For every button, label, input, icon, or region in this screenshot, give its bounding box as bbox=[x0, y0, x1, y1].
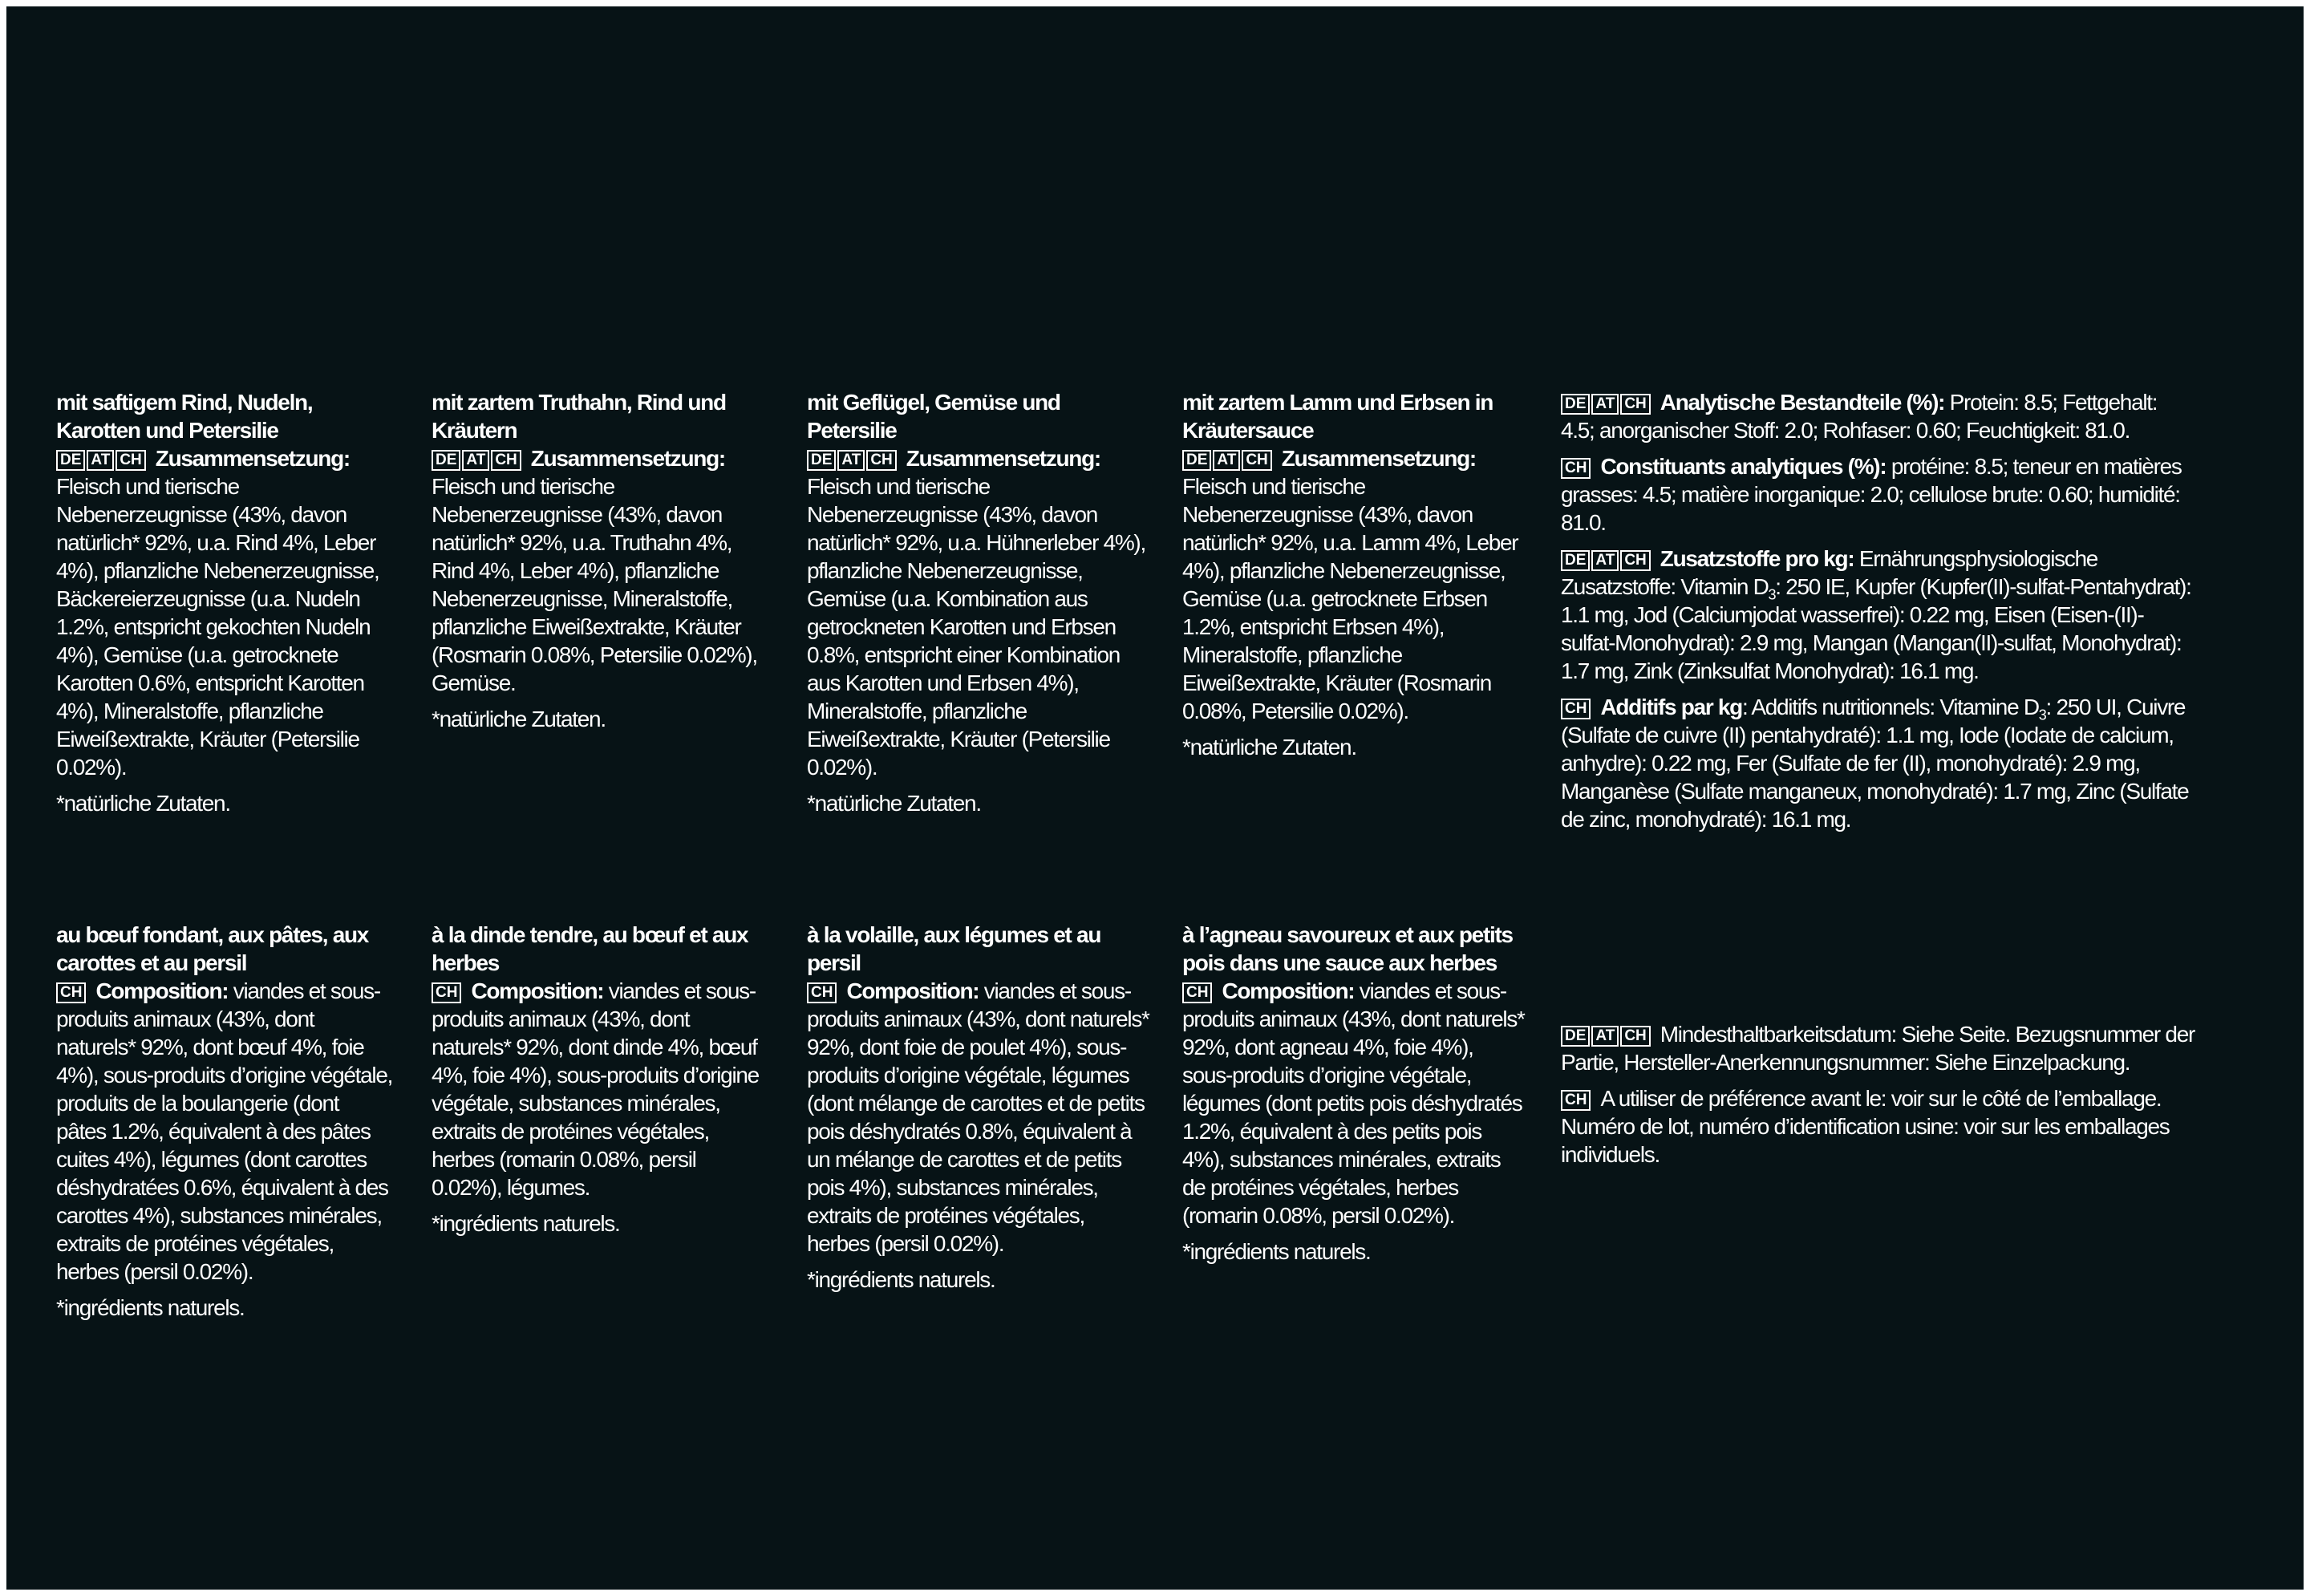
composition-label: Zusammensetzung: bbox=[530, 446, 725, 471]
composition-text: Fleisch und tierische Nebenerzeugnisse (43%, davon natürlich* 92%, u.a. Hühnerleber 4%), pflanzliche Nebenerzeugnisse, Gemüse (u.a. Kombination aus getrockneten Karotten und Erbsen 0.8%, entspricht einer Kombination aus Karotten und Erbsen 4%), Mineralstoffe, pflanzliche Eiweißextrakte, Kräuter (Petersilie 0.02%). bbox=[807, 474, 1145, 780]
country-tags: CH bbox=[807, 977, 838, 1005]
fr-recipe-3 bbox=[807, 921, 1152, 1302]
analytics-column bbox=[1561, 388, 2194, 841]
recipe-title: au bœuf fondant, aux pâtes, aux carottes et au persil bbox=[56, 922, 369, 975]
fr-recipe-1 bbox=[56, 921, 393, 1330]
country-tags: CH bbox=[432, 977, 463, 1005]
additives-ch-text-b: : 250 UI, Cuivre (Sulfate de cuivre (II) pentahydraté): 1.1 mg, Iode (Iodate de calcium, anhydre): 0.22 mg, Fer (Sulfate de fer (II), monohydraté): 2.9 mg, Manganèse (Sulfate manganeux, monohydraté): 1.7 mg, Zinc (Sulfate de zinc, monohydraté): 16.1 mg. bbox=[1561, 695, 2189, 832]
subscript-3: 3 bbox=[1768, 586, 1776, 603]
recipe-title: mit zartem Lamm und Erbsen in Kräutersauce bbox=[1182, 390, 1493, 443]
analytics-ch-label: Constituants analytiques (%): bbox=[1600, 454, 1886, 479]
composition-label: Zusammensetzung: bbox=[155, 446, 350, 471]
label-panel bbox=[6, 6, 2304, 1590]
composition-label: Composition: bbox=[95, 978, 229, 1003]
recipe-title: à la dinde tendre, au bœuf et aux herbes bbox=[432, 922, 748, 975]
additives-ch-label: Additifs par kg bbox=[1600, 695, 1742, 719]
footnote: *ingrédients naturels. bbox=[1182, 1239, 1371, 1264]
composition-text: Fleisch und tierische Nebenerzeugnisse (43%, davon natürlich* 92%, u.a. Truthahn 4%, Rind 4%, Leber 4%), pflanzliche Nebenerzeugnisse, Mineralstoffe, pflanzliche Eiweißextrakte, Kräuter (Rosmarin 0.08%, Petersilie 0.02%), Gemüse. bbox=[432, 474, 757, 695]
country-tags: DE AT CH bbox=[1182, 444, 1274, 472]
composition-label: Composition: bbox=[846, 978, 979, 1003]
additives-ch-text-a: : Additifs nutritionnels: Vitamine D bbox=[1741, 695, 2039, 719]
additives-de-text-b: : 250 IE, Kupfer (Kupfer(II)-sulfat-Pentahydrat): 1.1 mg, Jod (Calciumjodat wasserfrei): 0.22 mg, Eisen (Eisen-(II)-sulfat-Monohydrat): 2.9 mg, Mangan (Mangan(II)-sulfat, Monohydrat): 1.7 mg, Zink (Zinksulfat Monohydrat): 16.1 mg. bbox=[1561, 574, 2191, 683]
country-tags: CH bbox=[1561, 693, 1592, 721]
recipe-title: à la volaille, aux légumes et au persil bbox=[807, 922, 1101, 975]
country-tags: DE AT CH bbox=[1561, 1020, 1652, 1048]
best-before-de-text: Mindesthaltbarkeitsdatum: Siehe Seite. Bezugsnummer der Partie, Hersteller-Anerkennungsnummer: Siehe Einzelpackung. bbox=[1561, 1022, 2194, 1075]
composition-text: viandes et sous-produits animaux (43%, dont naturels* 92%, dont agneau 4%, foie 4%), sous-produits d’origine végétale, légumes (dont petits pois déshydratés 1.2%, équivalent à des petits pois 4%), substances minérales, extraits de protéines végétales, herbes (romarin 0.08%, persil 0.02%). bbox=[1182, 978, 1525, 1228]
analytics-de-text: Protein: 8.5; Fettgehalt: 4.5; anorganischer Stoff: 2.0; Rohfaser: 0.60; Feuchtigkeit: 81.0. bbox=[1561, 390, 2158, 443]
de-recipe-1 bbox=[56, 388, 393, 825]
footnote: *ingrédients naturels. bbox=[56, 1295, 245, 1320]
analytics-ch-text: protéine: 8.5; teneur en matières grasses: 4.5; matière inorganique: 2.0; cellulose brute: 0.60; humidité: 81.0. bbox=[1561, 454, 2182, 535]
recipe-title: mit zartem Truthahn, Rind und Kräutern bbox=[432, 390, 726, 443]
country-tags: CH bbox=[56, 977, 87, 1005]
country-tags: DE AT CH bbox=[807, 444, 898, 472]
additives-de-label: Zusatzstoffe pro kg: bbox=[1660, 546, 1854, 571]
country-tags: DE AT CH bbox=[1561, 545, 1652, 573]
country-tags: DE AT CH bbox=[1561, 388, 1652, 416]
recipe-title: mit saftigem Rind, Nudeln, Karotten und Petersilie bbox=[56, 390, 313, 443]
recipe-title: à l’agneau savoureux et aux petits pois dans une sauce aux herbes bbox=[1182, 922, 1513, 975]
composition-text: viandes et sous-produits animaux (43%, dont naturels* 92%, dont bœuf 4%, foie 4%), sous-produits d’origine végétale, produits de la boulangerie (dont pâtes 1.2%, équivalent à des pâtes cuites 4%), légumes (dont carottes déshydratées 0.6%, équivalent à des carottes 4%), substances minérales, extraits de protéines végétales, herbes (persil 0.02%). bbox=[56, 978, 393, 1284]
fr-recipe-2 bbox=[432, 921, 768, 1246]
footnote: *ingrédients naturels. bbox=[807, 1267, 995, 1292]
composition-text: viandes et sous-produits animaux (43%, dont naturels* 92%, dont dinde 4%, bœuf 4%, foie 4%), sous-produits d’origine végétale, substances minérales, extraits de protéines végétales, herbes (romarin 0.08%, persil 0.02%), légumes. bbox=[432, 978, 759, 1200]
subscript-3: 3 bbox=[2038, 707, 2046, 723]
analytics-de-label: Analytische Bestandteile (%): bbox=[1660, 390, 1945, 415]
fr-recipe-4 bbox=[1182, 921, 1527, 1274]
composition-label: Zusammensetzung: bbox=[1281, 446, 1476, 471]
country-tags: DE AT CH bbox=[56, 444, 148, 472]
composition-text: Fleisch und tierische Nebenerzeugnisse (43%, davon natürlich* 92%, u.a. Lamm 4%, Leber 4%), pflanzliche Nebenerzeugnisse, Gemüse (u.a. getrocknete Erbsen 1.2%, entspricht Erbsen 4%), Mineralstoffe, pflanzliche Eiweißextrakte, Kräuter (Rosmarin 0.08%, Petersilie 0.02%). bbox=[1182, 474, 1518, 723]
additives-de-text-a: Ernährungsphysiologische Zusatzstoffe: Vitamin D bbox=[1561, 546, 2098, 599]
country-tags: CH bbox=[1561, 452, 1592, 480]
de-recipe-4 bbox=[1182, 388, 1519, 769]
composition-label: Composition: bbox=[471, 978, 604, 1003]
footnote: *natürliche Zutaten. bbox=[807, 791, 981, 816]
de-recipe-2 bbox=[432, 388, 768, 741]
country-tags: DE AT CH bbox=[432, 444, 523, 472]
recipe-title: mit Geflügel, Gemüse und Petersilie bbox=[807, 390, 1060, 443]
composition-text: viandes et sous-produits animaux (43%, dont naturels* 92%, dont foie de poulet 4%), sous-produits d’origine végétale, légumes (dont mélange de carottes et de petits pois déshydratés 0.8%, équivalent à un mélange de carottes et de petits pois 4%), substances minérales, extraits de protéines végétales, herbes (persil 0.02%). bbox=[807, 978, 1149, 1256]
best-before-ch-text: A utiliser de préférence avant le: voir sur le côté de l’emballage. Numéro de lot, numéro d’identification usine: voir sur les emballages individuels. bbox=[1561, 1086, 2170, 1167]
country-tags: CH bbox=[1561, 1084, 1592, 1112]
de-recipe-3 bbox=[807, 388, 1152, 825]
footnote: *natürliche Zutaten. bbox=[56, 791, 230, 816]
footnote: *ingrédients naturels. bbox=[432, 1211, 620, 1236]
country-tags: CH bbox=[1182, 977, 1214, 1005]
composition-label: Zusammensetzung: bbox=[906, 446, 1100, 471]
composition-label: Composition: bbox=[1222, 978, 1355, 1003]
composition-text: Fleisch und tierische Nebenerzeugnisse (43%, davon natürlich* 92%, u.a. Rind 4%, Leber 4%), pflanzliche Nebenerzeugnisse, Bäckereierzeugnisse (u.a. Nudeln 1.2%, entspricht gekochten Nudeln 4%), Gemüse (u.a. getrocknete Karotten 0.6%, entspricht Karotten 4%), Mineralstoffe, pflanzliche Eiweißextrakte, Kräuter (Petersilie 0.02%). bbox=[56, 474, 379, 780]
best-before-column bbox=[1561, 1020, 2194, 1177]
footnote: *natürliche Zutaten. bbox=[1182, 735, 1356, 760]
footnote: *natürliche Zutaten. bbox=[432, 707, 606, 731]
